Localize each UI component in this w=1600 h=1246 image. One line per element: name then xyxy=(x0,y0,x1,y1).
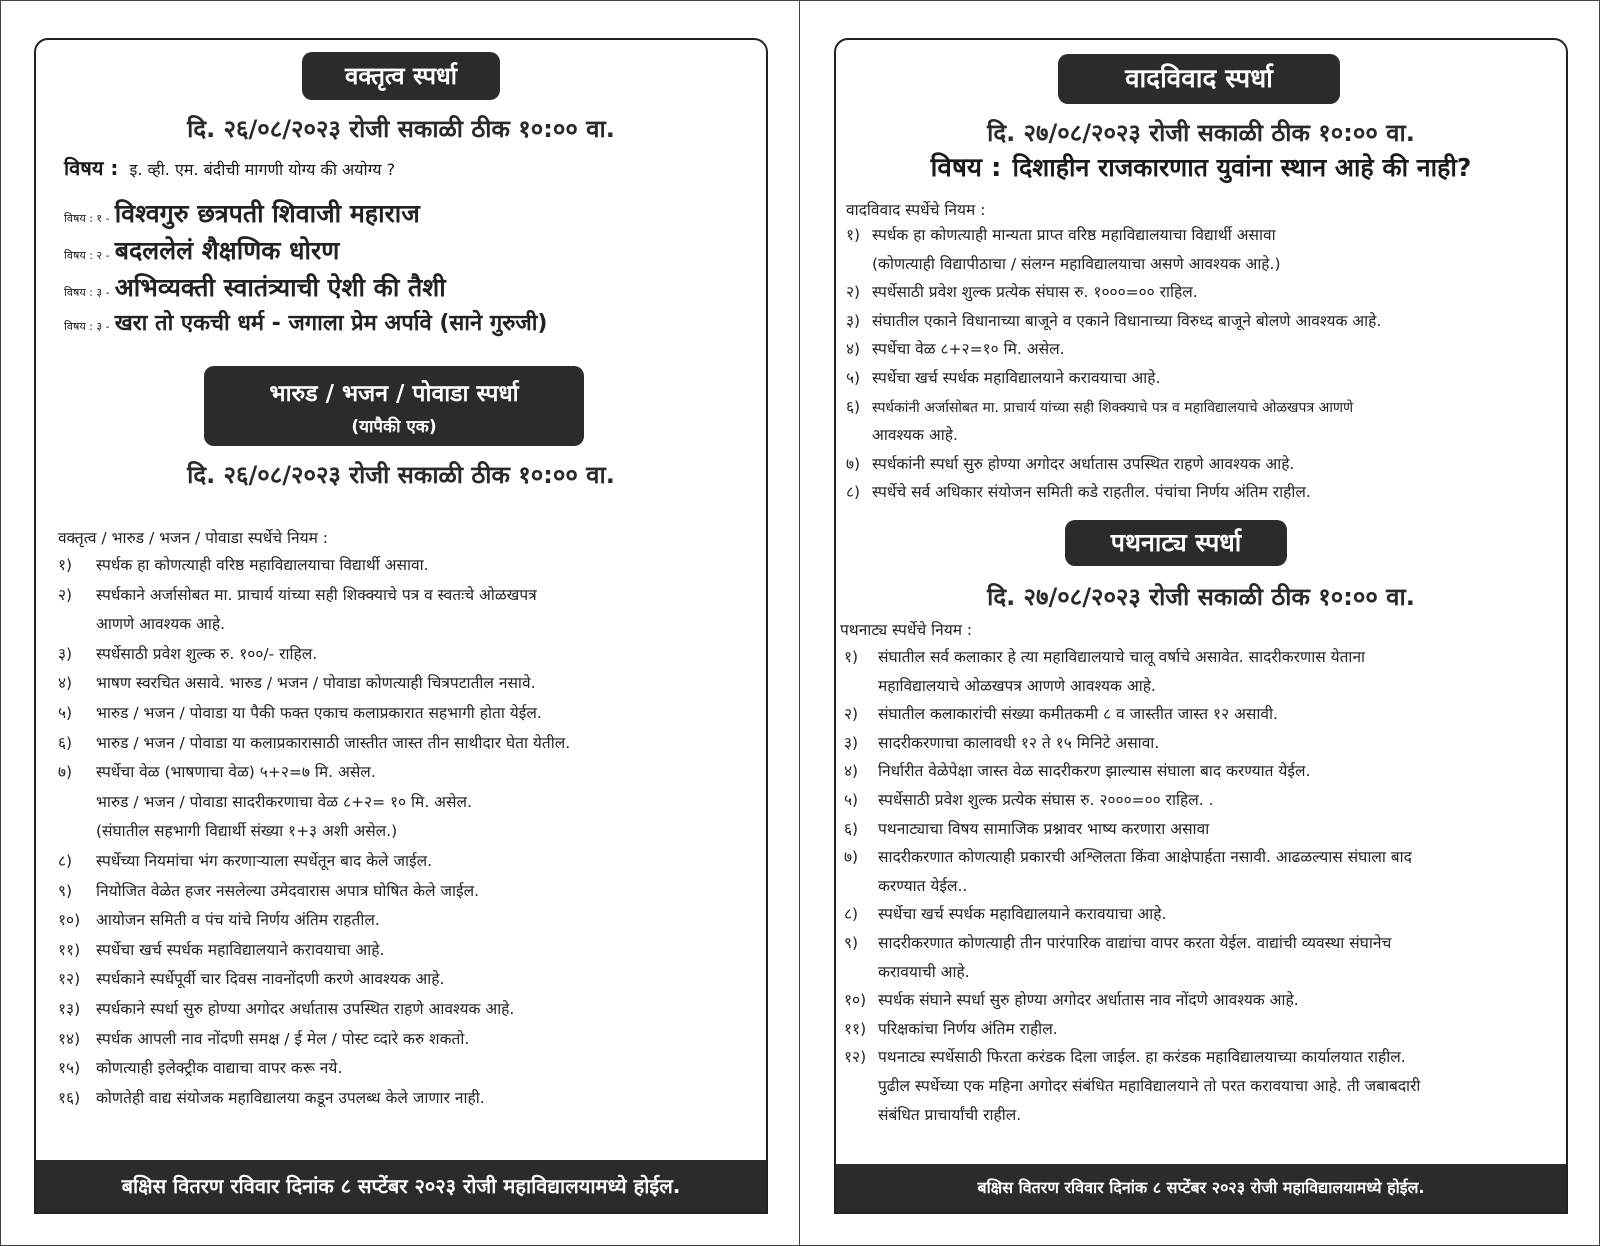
rule-item: ७) स्पर्धकांनी स्पर्धा सुरु होण्या अगोदर अर्धातास उपस्थित राहणे आवश्यक आहे. xyxy=(846,454,1295,473)
street-date: दि. २७/०८/२०२३ रोजी सकाळी ठीक १०:०० वा. xyxy=(987,583,1415,611)
debate-subject xyxy=(836,148,1566,184)
right-footer-banner: बक्षिस वितरण रविवार दिनांक ८ सप्टेंबर २०२३ रोजी महाविद्यालयामध्ये होईल. xyxy=(836,1164,1566,1212)
debate-rules-title: वादविवाद स्पर्धेचे नियम : xyxy=(846,201,986,219)
rule-item: १२) स्पर्धकाने स्पर्धेपूर्वी चार दिवस नावनोंदणी करणे आवश्यक आहे. xyxy=(58,970,445,989)
rule-item xyxy=(58,1115,758,1145)
street-rules-title: पथनाट्य स्पर्धेचे नियम : xyxy=(840,621,973,639)
rule-item: १) संघातील सर्व कलाकार हे त्या महाविद्यालयाचे चालू वर्षाचे असावेत. सादरीकरणास येताना xyxy=(844,648,1366,666)
rule-item: २) स्पर्धेसाठी प्रवेश शुल्क प्रत्येक संघास रु. १०००=०० राहिल. xyxy=(846,283,1198,302)
left-rules-list xyxy=(58,553,758,1145)
speech-topic-4 xyxy=(64,307,547,337)
rule-item: (कोणत्याही विद्यापीठाचा / संलग्न महाविद्यालयाचा असणे आवश्यक आहे.) xyxy=(872,254,1281,273)
topic-tag: विषय : ३ - xyxy=(64,286,110,299)
topic-tag: विषय : २ - xyxy=(64,249,110,262)
speech-topic-2 xyxy=(64,233,339,267)
speech-topic-3 xyxy=(64,270,446,304)
street-rules-list xyxy=(844,645,1558,1131)
rule-item: ४) स्पर्धेचा वेळ ८+२=१० मि. असेल. xyxy=(846,340,1065,359)
rule-item: करण्यात येईल.. xyxy=(878,876,968,895)
rule-item: ८) स्पर्धेचे सर्व अधिकार संयोजन समिती कडे राहतील. पंचांचा निर्णय अंतिम राहील. xyxy=(846,483,1311,502)
rule-item: महाविद्यालयाचे ओळखपत्र आणणे आवश्यक आहे. xyxy=(878,676,1156,695)
rule-item: ५) भारुड / भजन / पोवाडा या पैकी फक्त एकाच कलाप्रकारात सहभागी होता येईल. xyxy=(58,703,542,722)
rule-item: १०) स्पर्धक संघाने स्पर्धा सुरु होण्या अगोदर अर्धातास नाव नोंदणे आवश्यक आहे. xyxy=(844,991,1299,1010)
speech-title: वक्तृत्व स्पर्धा xyxy=(345,62,457,90)
rule-item: करावयाची आहे. xyxy=(878,962,970,981)
rule-item: ४) निर्धारीत वेळेपेक्षा जास्त वेळ सादरीकरण झाल्यास संघाला बाद करण्यात येईल. xyxy=(844,762,1311,781)
rule-item: ६) स्पर्धकांनी अर्जासोबत मा. प्राचार्य यांच्या सही शिक्क्याचे पत्र व महाविद्यालयाचे ओळखपत्र आणणे xyxy=(846,397,1354,416)
fold-divider xyxy=(799,0,800,1246)
rule-item: १६) कोणतेही वाद्य संयोजक महाविद्यालया कडून उपलब्ध केले जाणार नाही. xyxy=(58,1088,485,1107)
rule-item: आवश्यक आहे. xyxy=(872,426,958,445)
folk-title: भारुड / भजन / पोवाडा स्पर्धा xyxy=(269,381,519,407)
debate-title: वादविवाद स्पर्धा xyxy=(1125,64,1273,94)
rule-item: ८) स्पर्धेच्या नियमांचा भंग करणाऱ्याला स्पर्धेतून बाद केले जाईल. xyxy=(58,851,433,870)
rule-item: ४) भाषण स्वरचित असावे. भारुड / भजन / पोवाडा कोणत्याही चित्रपटातील नसावे. xyxy=(58,674,536,693)
debate-subject-text: दिशाहीन राजकारणात युवांना स्थान आहे की नाही? xyxy=(1012,153,1472,182)
debate-rules-list xyxy=(846,223,1558,509)
topic-text: अभिव्यक्ती स्वातंत्र्याची ऐशी की तैशी xyxy=(114,273,446,302)
rule-item: ३) स्पर्धेसाठी प्रवेश शुल्क रु. १००/- राहिल. xyxy=(58,644,318,663)
rule-item: ३) सादरीकरणाचा कालावधी १२ ते १५ मिनिटे असावा. xyxy=(844,733,1160,752)
rule-item: ११) परिक्षकांचा निर्णय अंतिम राहील. xyxy=(844,1019,1058,1038)
rule-item: १) स्पर्धक हा कोणत्याही वरिष्ठ महाविद्यालयाचा विद्यार्थी असावा. xyxy=(58,556,429,574)
speech-subject-text: इ. व्ही. एम. बंदीची मागणी योग्य की अयोग्य ? xyxy=(129,160,396,179)
rule-item: ६) भारुड / भजन / पोवाडा या कलाप्रकारासाठी जास्तीत जास्त तीन साथीदार घेता येतील. xyxy=(58,733,571,752)
right-panel xyxy=(834,38,1568,1214)
rule-item: ५) स्पर्धेचा खर्च स्पर्धक महाविद्यालयाने करावयाचा आहे. xyxy=(846,368,1161,387)
rule-item: ७) सादरीकरणात कोणत्याही प्रकारची अश्लिलता किंवा आक्षेपार्हता नसावी. आढळल्यास संघाला बाद xyxy=(844,848,1412,867)
folk-subtitle: (यापैकी एक) xyxy=(351,417,437,437)
debate-date: दि. २७/०८/२०२३ रोजी सकाळी ठीक १०:०० वा. xyxy=(987,119,1415,147)
rule-item: १४) स्पर्धक आपली नाव नोंदणी समक्ष / ई मेल / पोस्ट व्दारे करु शकतो. xyxy=(58,1029,470,1048)
rule-item: संबंधित प्राचार्यांची राहील. xyxy=(878,1105,1022,1124)
rule-item: २) संघातील कलाकारांची संख्या कमीतकमी ८ व जास्तीत जास्त १२ असावी. xyxy=(844,705,1278,724)
rule-item: २) स्पर्धकाने अर्जासोबत मा. प्राचार्य यांच्या सही शिक्क्याचे पत्र व स्वतःचे ओळखपत्र xyxy=(58,585,537,604)
rule-item: १५) कोणत्याही इलेक्ट्रीक वाद्याचा वापर करू नये. xyxy=(58,1059,343,1078)
rule-item: ११) स्पर्धेचा खर्च स्पर्धक महाविद्यालयाने करावयाचा आहे. xyxy=(58,940,385,959)
rule-item: ६) पथनाट्याचा विषय सामाजिक प्रश्नावर भाष्य करणारा असावा xyxy=(844,819,1210,838)
speech-subject-label: विषय : xyxy=(64,156,119,180)
topic-text: खरा तो एकची धर्म - जगाला प्रेम अर्पावे (साने गुरुजी) xyxy=(114,311,548,336)
folk-title-badge xyxy=(204,366,584,446)
rule-item: १०) आयोजन समिती व पंच यांचे निर्णय अंतिम राहतील. xyxy=(58,911,380,930)
rule-item: ९) सादरीकरणात कोणत्याही तीन पारंपारिक वाद्यांचा वापर करता येईल. वाद्यांची व्यवस्था संघानेच xyxy=(844,933,1392,952)
speech-topic-1 xyxy=(64,196,420,230)
street-title-badge xyxy=(1065,520,1287,566)
rule-item: आणणे आवश्यक आहे. xyxy=(96,615,226,634)
rule-item: (संघातील सहभागी विद्यार्थी संख्या १+३ अशी असेल.) xyxy=(96,822,398,841)
topic-tag: विषय : ३ - xyxy=(64,320,110,333)
rule-item: पुढील स्पर्धेच्या एक महिना अगोदर संबंधित महाविद्यालयाने तो परत करावयाचा आहे. ती जबाबदारी xyxy=(878,1076,1421,1095)
rule-item: ७) स्पर्धेचा वेळ (भाषणाचा वेळ) ५+२=७ मि. असेल. xyxy=(58,763,376,782)
rule-item: ९) नियोजित वेळेत हजर नसलेल्या उमेदवारास अपात्र घोषित केले जाईल. xyxy=(58,881,480,900)
speech-title-badge xyxy=(302,52,500,100)
street-title: पथनाट्य स्पर्धा xyxy=(1110,528,1242,557)
rule-item: ८) स्पर्धेचा खर्च स्पर्धक महाविद्यालयाने करावयाचा आहे. xyxy=(844,905,1167,924)
topic-text: बदललेलं शैक्षणिक धोरण xyxy=(114,236,340,265)
left-rules-title: वक्तृत्व / भारुड / भजन / पोवाडा स्पर्धेचे नियम : xyxy=(58,529,329,547)
rule-item: ५) स्पर्धेसाठी प्रवेश शुल्क प्रत्येक संघास रु. २०००=०० राहिल. . xyxy=(844,790,1214,809)
rule-item: १२) पथनाट्य स्पर्धेसाठी फिरता करंडक दिला जाईल. हा करंडक महाविद्यालयाच्या कार्यालयात राहील. xyxy=(844,1048,1406,1067)
speech-subject xyxy=(64,154,395,181)
left-panel xyxy=(34,38,768,1214)
rule-item: भारुड / भजन / पोवाडा सादरीकरणाचा वेळ ८+२= १० मि. असेल. xyxy=(96,792,472,811)
speech-date: दि. २६/०८/२०२३ रोजी सकाळी ठीक १०:०० वा. xyxy=(187,115,615,143)
debate-subject-label: विषय : xyxy=(930,153,1002,183)
rule-item: १) स्पर्धक हा कोणत्याही मान्यता प्राप्त वरिष्ठ महाविद्यालयाचा विद्यार्थी असावा xyxy=(846,226,1276,244)
topic-text: विश्वगुरु छत्रपती शिवाजी महाराज xyxy=(114,199,420,228)
topic-tag: विषय : १ - xyxy=(64,212,110,225)
rule-item: १३) स्पर्धकाने स्पर्धा सुरु होण्या अगोदर अर्धातास उपस्थित राहणे आवश्यक आहे. xyxy=(58,999,515,1018)
debate-title-badge xyxy=(1058,54,1340,104)
left-footer-banner: बक्षिस वितरण रविवार दिनांक ८ सप्टेंबर २०२३ रोजी महाविद्यालयामध्ये होईल. xyxy=(36,1160,766,1212)
folk-date: दि. २६/०८/२०२३ रोजी सकाळी ठीक १०:०० वा. xyxy=(187,461,615,489)
rule-item: ३) संघातील एकाने विधानाच्या बाजूने व एकाने विधानाच्या विरुध्द बाजूने बोलणे आवश्यक आहे. xyxy=(846,311,1382,330)
